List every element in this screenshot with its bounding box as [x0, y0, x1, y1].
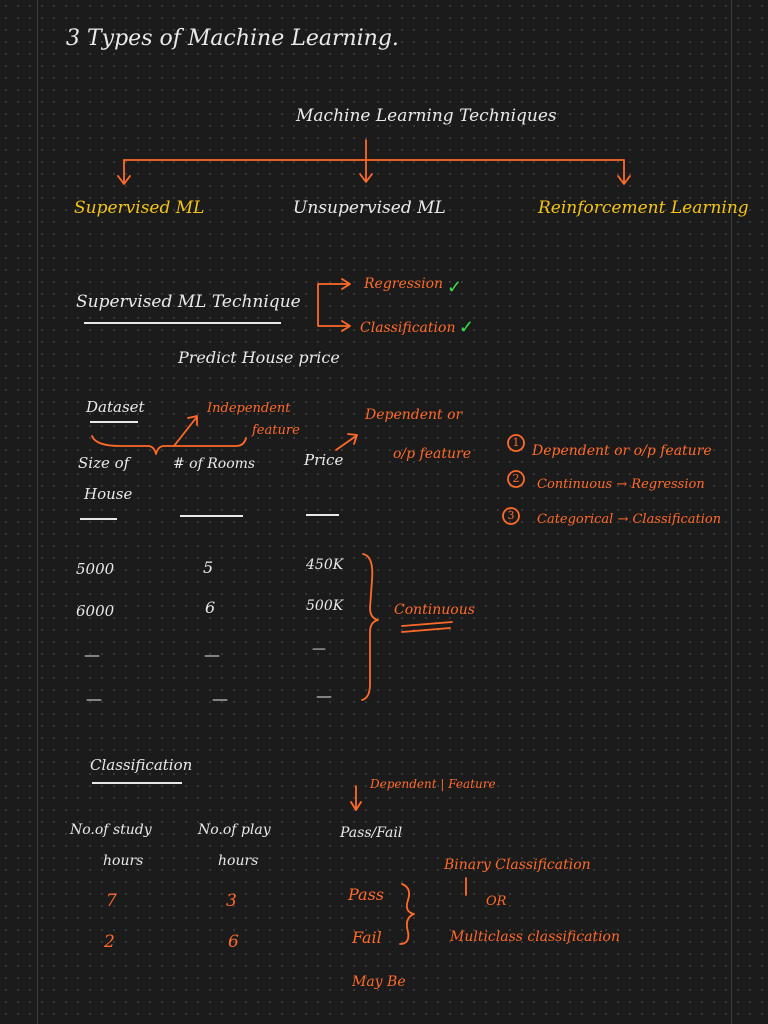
- continuous-underline-1: [402, 622, 452, 626]
- class-cell: 7: [106, 891, 117, 911]
- class-cell: Fail: [352, 928, 382, 947]
- split-bracket: [318, 284, 348, 326]
- note-2-number: 2: [512, 472, 520, 485]
- example-text: Predict House price: [178, 348, 340, 367]
- note-1-text: Dependent or o/p feature: [532, 443, 712, 459]
- table-cell: —: [86, 689, 102, 708]
- independent-pointer: [174, 418, 196, 446]
- col-size-of: Size of: [78, 454, 130, 472]
- multiclass-label: Multiclass classification: [450, 929, 621, 945]
- tree-root-label: Machine Learning Techniques: [296, 106, 557, 126]
- independent-brace: [92, 436, 246, 454]
- classification-heading: Classification: [90, 756, 193, 774]
- table-cell: 450K: [306, 557, 344, 573]
- class-cell: 6: [228, 932, 239, 952]
- note-circle-3: [503, 508, 519, 524]
- table-cell: —: [204, 645, 220, 664]
- class-cell: Pass: [348, 885, 385, 904]
- note-circle-2: [508, 471, 524, 487]
- col-study: No.of study: [70, 822, 152, 838]
- supervised-heading: Supervised ML Technique: [76, 292, 301, 312]
- classification-label: Classification: [360, 320, 456, 336]
- class-cell: 2: [104, 932, 115, 952]
- col-study-hours: hours: [103, 853, 144, 869]
- pass-fail-brace: [400, 884, 414, 944]
- dependent-pointer: [336, 436, 356, 450]
- note-2-text: Continuous → Regression: [537, 477, 705, 492]
- table-cell: 500K: [306, 598, 344, 614]
- dataset-label: Dataset: [86, 398, 145, 416]
- class-cell: 3: [226, 891, 237, 911]
- table-cell: 5: [203, 558, 214, 577]
- branch-supervised: Supervised ML: [74, 198, 205, 218]
- col-pass-fail: Pass/Fail: [340, 825, 403, 841]
- col-house: House: [84, 485, 133, 503]
- branch-unsupervised: Unsupervised ML: [293, 198, 446, 218]
- col-rooms: # of Rooms: [173, 456, 256, 472]
- maybe-label: May Be: [352, 974, 406, 990]
- col-play: No.of play: [198, 822, 271, 838]
- table-cell: 6000: [76, 602, 115, 620]
- col-play-hours: hours: [218, 853, 259, 869]
- continuous-underline-2: [402, 628, 450, 632]
- page-title: 3 Types of Machine Learning.: [66, 26, 399, 51]
- table-cell: —: [84, 645, 100, 664]
- regression-check-icon: ✓: [447, 277, 463, 298]
- dependent-label-line2: o/p feature: [393, 446, 471, 462]
- binary-label: Binary Classification: [444, 857, 591, 873]
- classification-check-icon: ✓: [459, 317, 475, 338]
- or-label: OR: [486, 894, 507, 909]
- independent-feature-label: feature: [252, 423, 300, 438]
- note-3-number: 3: [507, 509, 515, 522]
- col-price: Price: [304, 451, 344, 469]
- table-cell: 5000: [76, 560, 115, 578]
- dependent-feature-label: Dependent | Feature: [370, 777, 496, 791]
- note-1-number: 1: [512, 436, 520, 449]
- continuous-label: Continuous: [394, 602, 475, 618]
- table-cell: —: [312, 641, 326, 657]
- independent-label: Independent: [207, 401, 291, 416]
- branch-reinforcement: Reinforcement Learning: [538, 198, 749, 218]
- table-cell: —: [316, 686, 332, 705]
- continuous-brace: [362, 554, 378, 700]
- regression-label: Regression: [364, 276, 444, 292]
- note-3-text: Categorical → Classification: [537, 512, 722, 527]
- table-cell: 6: [205, 598, 216, 617]
- dependent-label-line1: Dependent or: [365, 407, 463, 423]
- table-cell: —: [212, 689, 228, 708]
- note-circle-1: [508, 435, 524, 451]
